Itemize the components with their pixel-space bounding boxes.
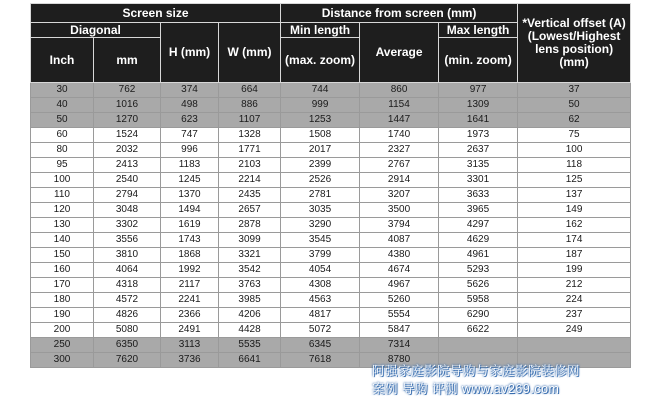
max-length-header: Max length bbox=[439, 23, 518, 38]
mm-cell: 762 bbox=[94, 83, 161, 98]
min-length-cell: 744 bbox=[281, 83, 360, 98]
max-length-cell: 4297 bbox=[439, 218, 518, 233]
max-length-cell: 6290 bbox=[439, 308, 518, 323]
min-length-cell: 5072 bbox=[281, 323, 360, 338]
max-length-cell: 6622 bbox=[439, 323, 518, 338]
vertical-offset-cell: 237 bbox=[518, 308, 631, 323]
mm-cell: 4826 bbox=[94, 308, 161, 323]
table-row bbox=[31, 158, 631, 173]
min-length-cell: 1253 bbox=[281, 113, 360, 128]
width-cell: 5535 bbox=[219, 338, 281, 353]
vertical-offset-cell: 118 bbox=[518, 158, 631, 173]
vertical-offset-cell: 212 bbox=[518, 278, 631, 293]
mm-cell: 4572 bbox=[94, 293, 161, 308]
vertical-offset-cell: 199 bbox=[518, 263, 631, 278]
table-row bbox=[31, 83, 631, 98]
average-cell: 860 bbox=[360, 83, 439, 98]
max-length-cell: 4629 bbox=[439, 233, 518, 248]
max-length-cell: 1973 bbox=[439, 128, 518, 143]
vertical-offset-cell bbox=[518, 338, 631, 353]
average-cell: 5260 bbox=[360, 293, 439, 308]
vertical-offset-cell: 125 bbox=[518, 173, 631, 188]
table-body bbox=[31, 83, 631, 368]
max-length-cell: 5958 bbox=[439, 293, 518, 308]
average-cell: 5847 bbox=[360, 323, 439, 338]
inch-cell: 100 bbox=[31, 173, 94, 188]
max-length-cell: 5626 bbox=[439, 278, 518, 293]
vertical-offset-cell: 75 bbox=[518, 128, 631, 143]
vertical-offset-cell: 187 bbox=[518, 248, 631, 263]
average-cell: 4087 bbox=[360, 233, 439, 248]
average-cell: 1154 bbox=[360, 98, 439, 113]
mm-cell: 3810 bbox=[94, 248, 161, 263]
inch-cell: 60 bbox=[31, 128, 94, 143]
min-length-cell: 3290 bbox=[281, 218, 360, 233]
width-cell: 886 bbox=[219, 98, 281, 113]
height-cell: 2491 bbox=[161, 323, 219, 338]
inch-cell: 150 bbox=[31, 248, 94, 263]
width-cell: 2214 bbox=[219, 173, 281, 188]
mm-cell: 6350 bbox=[94, 338, 161, 353]
width-cell: 4428 bbox=[219, 323, 281, 338]
average-cell: 1447 bbox=[360, 113, 439, 128]
mm-cell: 2413 bbox=[94, 158, 161, 173]
inch-cell: 180 bbox=[31, 293, 94, 308]
width-cell: 1328 bbox=[219, 128, 281, 143]
average-cell: 1740 bbox=[360, 128, 439, 143]
height-cell: 1245 bbox=[161, 173, 219, 188]
height-cell: 3736 bbox=[161, 353, 219, 368]
table-row bbox=[31, 128, 631, 143]
average-cell: 4967 bbox=[360, 278, 439, 293]
table-row bbox=[31, 98, 631, 113]
width-cell: 3542 bbox=[219, 263, 281, 278]
vertical-offset-cell: 100 bbox=[518, 143, 631, 158]
min-length-cell: 4817 bbox=[281, 308, 360, 323]
min-length-cell: 3545 bbox=[281, 233, 360, 248]
inch-cell: 190 bbox=[31, 308, 94, 323]
table-row bbox=[31, 173, 631, 188]
width-cell: 664 bbox=[219, 83, 281, 98]
max-length-cell: 1309 bbox=[439, 98, 518, 113]
min-length-cell: 4308 bbox=[281, 278, 360, 293]
vertical-offset-cell: 37 bbox=[518, 83, 631, 98]
max-length-cell: 5293 bbox=[439, 263, 518, 278]
min-length-cell: 7618 bbox=[281, 353, 360, 368]
table-row bbox=[31, 113, 631, 128]
max-length-subheader: (min. zoom) bbox=[439, 38, 518, 83]
width-cell: 4206 bbox=[219, 308, 281, 323]
min-length-header: Min length bbox=[281, 23, 360, 38]
max-length-cell: 3301 bbox=[439, 173, 518, 188]
width-cell: 6641 bbox=[219, 353, 281, 368]
vertical-offset-cell bbox=[518, 353, 631, 368]
watermark-line-2: 案例 导购 评测 www.av269.com bbox=[372, 382, 560, 396]
mm-cell: 2540 bbox=[94, 173, 161, 188]
mm-cell: 1270 bbox=[94, 113, 161, 128]
diagonal-header: Diagonal bbox=[31, 23, 161, 38]
average-cell: 2767 bbox=[360, 158, 439, 173]
inch-cell: 160 bbox=[31, 263, 94, 278]
average-cell: 4380 bbox=[360, 248, 439, 263]
height-cell: 996 bbox=[161, 143, 219, 158]
width-cell: 3985 bbox=[219, 293, 281, 308]
vertical-offset-cell: 162 bbox=[518, 218, 631, 233]
width-cell: 3321 bbox=[219, 248, 281, 263]
width-cell: 3099 bbox=[219, 233, 281, 248]
inch-cell: 95 bbox=[31, 158, 94, 173]
mm-cell: 2032 bbox=[94, 143, 161, 158]
average-cell: 5554 bbox=[360, 308, 439, 323]
min-length-cell: 4054 bbox=[281, 263, 360, 278]
table-row bbox=[31, 338, 631, 353]
mm-cell: 3048 bbox=[94, 203, 161, 218]
vertical-offset-cell: 149 bbox=[518, 203, 631, 218]
average-cell: 2914 bbox=[360, 173, 439, 188]
inch-cell: 120 bbox=[31, 203, 94, 218]
average-cell: 4674 bbox=[360, 263, 439, 278]
average-cell: 3207 bbox=[360, 188, 439, 203]
mm-cell: 3302 bbox=[94, 218, 161, 233]
table-row bbox=[31, 323, 631, 338]
width-cell: 1771 bbox=[219, 143, 281, 158]
table-row bbox=[31, 203, 631, 218]
average-cell: 3500 bbox=[360, 203, 439, 218]
inch-cell: 170 bbox=[31, 278, 94, 293]
height-cell: 1183 bbox=[161, 158, 219, 173]
min-length-cell: 2526 bbox=[281, 173, 360, 188]
height-cell: 623 bbox=[161, 113, 219, 128]
min-length-cell: 4563 bbox=[281, 293, 360, 308]
width-cell: 2657 bbox=[219, 203, 281, 218]
watermark-line-1: 阿强家庭影院导购与家庭影院装修网 bbox=[372, 364, 581, 378]
table-row bbox=[31, 353, 631, 368]
width-cell: 2435 bbox=[219, 188, 281, 203]
min-length-cell: 6345 bbox=[281, 338, 360, 353]
vertical-offset-cell: 174 bbox=[518, 233, 631, 248]
max-length-cell: 3965 bbox=[439, 203, 518, 218]
width-mm-header: W (mm) bbox=[219, 23, 281, 83]
inch-cell: 30 bbox=[31, 83, 94, 98]
height-cell: 2117 bbox=[161, 278, 219, 293]
max-length-cell: 977 bbox=[439, 83, 518, 98]
vertical-offset-cell: 62 bbox=[518, 113, 631, 128]
average-cell: 8780 bbox=[360, 353, 439, 368]
inch-cell: 80 bbox=[31, 143, 94, 158]
height-cell: 1494 bbox=[161, 203, 219, 218]
average-cell: 3794 bbox=[360, 218, 439, 233]
table-row bbox=[31, 293, 631, 308]
vertical-offset-cell: 50 bbox=[518, 98, 631, 113]
inch-cell: 50 bbox=[31, 113, 94, 128]
inch-cell: 300 bbox=[31, 353, 94, 368]
mm-cell: 4064 bbox=[94, 263, 161, 278]
average-cell: 2327 bbox=[360, 143, 439, 158]
min-length-cell: 2017 bbox=[281, 143, 360, 158]
average-cell: 7314 bbox=[360, 338, 439, 353]
vertical-offset-cell: 224 bbox=[518, 293, 631, 308]
height-cell: 2241 bbox=[161, 293, 219, 308]
vertical-offset-cell: 249 bbox=[518, 323, 631, 338]
table-row bbox=[31, 278, 631, 293]
mm-cell: 1016 bbox=[94, 98, 161, 113]
table-row bbox=[31, 248, 631, 263]
height-cell: 1619 bbox=[161, 218, 219, 233]
width-cell: 3763 bbox=[219, 278, 281, 293]
mm-header: mm bbox=[94, 38, 161, 83]
height-cell: 1868 bbox=[161, 248, 219, 263]
table-row bbox=[31, 218, 631, 233]
mm-cell: 3556 bbox=[94, 233, 161, 248]
distance-header: Distance from screen (mm) bbox=[281, 4, 518, 23]
height-cell: 498 bbox=[161, 98, 219, 113]
min-length-cell: 1508 bbox=[281, 128, 360, 143]
max-length-cell: 2637 bbox=[439, 143, 518, 158]
max-length-cell: 1641 bbox=[439, 113, 518, 128]
projection-distance-table bbox=[30, 3, 631, 368]
mm-cell: 7620 bbox=[94, 353, 161, 368]
average-header: Average bbox=[360, 23, 439, 83]
inch-cell: 140 bbox=[31, 233, 94, 248]
height-cell: 2366 bbox=[161, 308, 219, 323]
inch-cell: 250 bbox=[31, 338, 94, 353]
table-header bbox=[31, 4, 631, 83]
min-length-cell: 999 bbox=[281, 98, 360, 113]
height-cell: 1743 bbox=[161, 233, 219, 248]
table-row bbox=[31, 308, 631, 323]
min-length-cell: 3035 bbox=[281, 203, 360, 218]
vertical-offset-cell: 137 bbox=[518, 188, 631, 203]
min-length-cell: 2781 bbox=[281, 188, 360, 203]
min-length-cell: 2399 bbox=[281, 158, 360, 173]
mm-cell: 4318 bbox=[94, 278, 161, 293]
table-row bbox=[31, 263, 631, 278]
width-cell: 2103 bbox=[219, 158, 281, 173]
table-row bbox=[31, 188, 631, 203]
width-cell: 1107 bbox=[219, 113, 281, 128]
min-length-subheader: (max. zoom) bbox=[281, 38, 360, 83]
width-cell: 2878 bbox=[219, 218, 281, 233]
max-length-cell: 3633 bbox=[439, 188, 518, 203]
mm-cell: 1524 bbox=[94, 128, 161, 143]
max-length-cell bbox=[439, 353, 518, 368]
max-length-cell: 4961 bbox=[439, 248, 518, 263]
mm-cell: 2794 bbox=[94, 188, 161, 203]
projection-distance-table-container bbox=[30, 3, 630, 368]
max-length-cell: 3135 bbox=[439, 158, 518, 173]
height-cell: 3113 bbox=[161, 338, 219, 353]
inch-cell: 40 bbox=[31, 98, 94, 113]
screen-size-header: Screen size bbox=[31, 4, 281, 23]
height-cell: 1992 bbox=[161, 263, 219, 278]
min-length-cell: 3799 bbox=[281, 248, 360, 263]
height-mm-header: H (mm) bbox=[161, 23, 219, 83]
inch-header: Inch bbox=[31, 38, 94, 83]
vertical-offset-header: *Vertical offset (A) (Lowest/Highest lens position) (mm) bbox=[518, 4, 631, 83]
height-cell: 747 bbox=[161, 128, 219, 143]
inch-cell: 200 bbox=[31, 323, 94, 338]
table-row bbox=[31, 233, 631, 248]
max-length-cell bbox=[439, 338, 518, 353]
table-row bbox=[31, 143, 631, 158]
height-cell: 1370 bbox=[161, 188, 219, 203]
inch-cell: 110 bbox=[31, 188, 94, 203]
height-cell: 374 bbox=[161, 83, 219, 98]
inch-cell: 130 bbox=[31, 218, 94, 233]
mm-cell: 5080 bbox=[94, 323, 161, 338]
